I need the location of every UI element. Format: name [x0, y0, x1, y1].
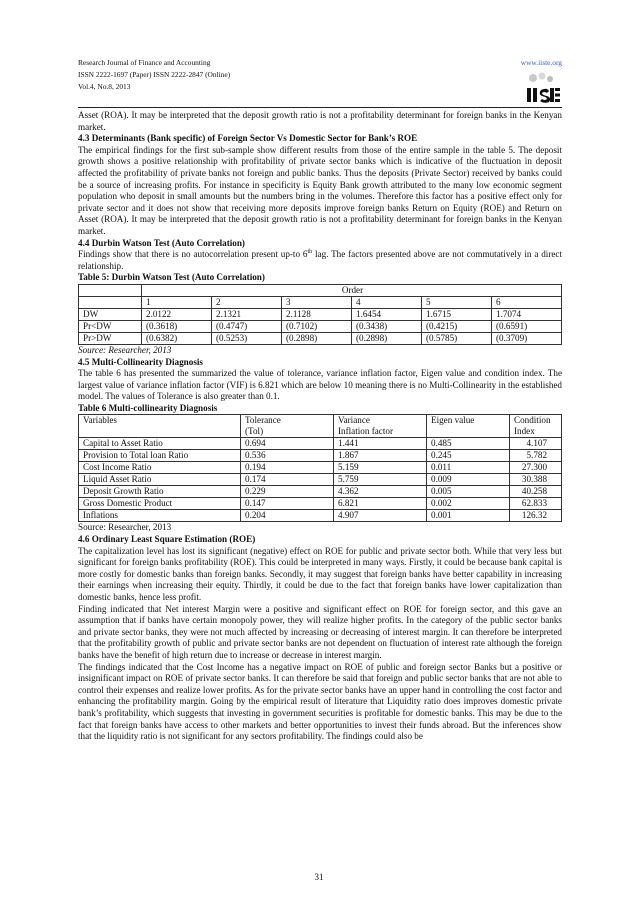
section-heading-4-4: 4.4 Durbin Watson Test (Auto Correlation) — [78, 237, 245, 248]
row-label: DW — [79, 308, 142, 320]
table-cell: 6.821 — [334, 498, 427, 510]
table-cell: 0.001 — [427, 510, 510, 522]
lag-header: 3 — [282, 296, 352, 308]
section-heading-4-6: 4.6 Ordinary Least Square Estimation (ROE) — [78, 534, 256, 545]
lag-header: 4 — [352, 296, 422, 308]
table-cell: 0.174 — [241, 474, 334, 486]
table-cell: 0.694 — [241, 438, 334, 450]
vif-header — [334, 415, 427, 438]
table-cell: (0.3709) — [492, 332, 562, 344]
table-row — [79, 438, 562, 450]
header-label: Condition — [514, 415, 551, 426]
table6-caption: Table 6 Multi-collinearity Diagnosis — [78, 402, 218, 413]
table-cell: 62.833 — [510, 498, 562, 510]
table-cell: 0.229 — [241, 486, 334, 498]
order-header: Order — [142, 284, 562, 296]
table-cell — [79, 284, 142, 296]
variable-name: Capital to Asset Ratio — [79, 438, 241, 450]
paragraph-net-interest-margin: Finding indicated that Net interest Margin were a positive and significant effect on ROE for foreign sector, and this gave an assumption that if banks have certain monopoly power, they will realize higher profits. In the category of the public sector banks and private sector banks, they were not much affected by increasing or decreasing of interest margin. It can therefore be interpreted that the profitability growth of public and private sector banks are not dependent on fluctuation of interest rate although the foreign banks have the benefit of high return due to increase or decrease in interest margin. — [78, 603, 562, 660]
table-cell: (0.5253) — [212, 332, 282, 344]
iiste-logo — [523, 71, 561, 105]
table-cell — [79, 296, 142, 308]
table-cell: 0.147 — [241, 498, 334, 510]
paragraph-capitalization: The capitalization level has lost its significant (negative) effect on ROE for public and private sector both. While that very less but significant for foreign banks profitability (ROE). This could be interpreted in many ways. Firstly, it could be because bank capital is more costly for domestic banks than foreign banks. Secondly, it may suggest that foreign banks have better capability in increasing their earnings when increasing their equity. Thirdly, it could be due to the fact that foreign banks have lower capitalization than domestic banks, hence less profit. — [78, 545, 562, 603]
table-cell: 4.107 — [510, 438, 562, 450]
lag-header: 6 — [492, 296, 562, 308]
table-cell: 40.258 — [510, 486, 562, 498]
header-label: Inflation factor — [338, 426, 393, 437]
table-row — [79, 498, 562, 510]
table-row — [79, 510, 562, 522]
table-cell: 5.782 — [510, 450, 562, 462]
multicollinearity-table — [78, 414, 562, 522]
variable-name: Liquid Asset Ratio — [79, 474, 241, 486]
lag-header: 1 — [142, 296, 212, 308]
table-cell: 0.005 — [427, 486, 510, 498]
table-cell: 1.7074 — [492, 308, 562, 320]
table-cell: 1.867 — [334, 450, 427, 462]
header-rule — [78, 107, 562, 108]
lag-header: 2 — [212, 296, 282, 308]
header-label: Tolerance — [245, 415, 281, 426]
article-body — [78, 110, 562, 743]
paragraph-autocorrelation — [78, 249, 562, 272]
table-cell: 126.32 — [510, 510, 562, 522]
page-number: 31 — [314, 872, 324, 882]
table-row — [79, 462, 562, 474]
table-row — [79, 320, 562, 332]
section-heading-4-3: 4.3 Determinants (Bank specific) of Foreign Sector Vs Domestic Sector for Bank’s ROE — [78, 133, 418, 144]
header-label: Index — [514, 426, 535, 437]
variable-name: Inflations — [79, 510, 241, 522]
table-cell: 0.204 — [241, 510, 334, 522]
row-label: Pr<DW — [79, 320, 142, 332]
table-row — [79, 284, 562, 296]
header-label: Variance — [338, 415, 370, 426]
durbin-watson-table — [78, 284, 562, 345]
running-header — [78, 57, 562, 93]
variable-name: Gross Domestic Product — [79, 498, 241, 510]
table-cell: (0.4747) — [212, 320, 282, 332]
variable-name: Provision to Total loan Ratio — [79, 450, 241, 462]
table-row — [79, 332, 562, 344]
table-row — [79, 296, 562, 308]
table6-source: Source: Researcher, 2013 — [78, 522, 172, 533]
section-heading-4-5: 4.5 Multi-Collinearity Diagnosis — [78, 356, 203, 367]
table-row — [79, 308, 562, 320]
table-cell: (0.4215) — [422, 320, 492, 332]
journal-name: Research Journal of Finance and Accounting — [78, 58, 211, 67]
table-cell: (0.5785) — [422, 332, 492, 344]
table-cell: 4.362 — [334, 486, 427, 498]
header-label: Eigen value — [431, 415, 475, 426]
table-cell: 0.485 — [427, 438, 510, 450]
paragraph-multicollinearity: The table 6 has presented the summarized the value of tolerance, variance inflation factor, Eigen value and condition index. The largest value of variance inflation factor (VIF) is 6.821 which are below 10 meaning there is no Multi-Collinearity in the established model. The values of Tolerance is also greater than 0.1. — [78, 368, 562, 402]
table-header-row — [79, 415, 562, 438]
table-cell: 30.388 — [510, 474, 562, 486]
table-cell: (0.6591) — [492, 320, 562, 332]
volume-line: Vol.4, No.8, 2013 — [78, 82, 131, 91]
tolerance-header — [241, 415, 334, 438]
table-cell: 0.245 — [427, 450, 510, 462]
table5-source: Source: Researcher, 2013 — [78, 344, 172, 355]
eigen-header — [427, 415, 510, 438]
table-cell: 5.159 — [334, 462, 427, 474]
table-cell: 1.6454 — [352, 308, 422, 320]
lag-header: 5 — [422, 296, 492, 308]
header-label: (Tol) — [245, 426, 264, 437]
journal-url-link[interactable]: www.iiste.org — [520, 58, 562, 67]
table-cell: 1.441 — [334, 438, 427, 450]
issn-line: ISSN 2222-1697 (Paper) ISSN 2222-2847 (Online) — [78, 70, 231, 79]
table-cell: 2.1321 — [212, 308, 282, 320]
table-cell: 2.0122 — [142, 308, 212, 320]
table-cell: 0.009 — [427, 474, 510, 486]
table-cell: 0.011 — [427, 462, 510, 474]
table-cell: 1.6715 — [422, 308, 492, 320]
table-cell: 0.002 — [427, 498, 510, 510]
variables-header — [79, 415, 241, 438]
table-cell: 0.536 — [241, 450, 334, 462]
paragraph-cost-income: The findings indicated that the Cost Income has a negative impact on ROE of public and foreign sector Banks but a positive or insignificant impact on ROE of private sector banks. It can therefore be said that foreign and public sector banks that are not able to control their expenses and realize lower profits. As for the private sector banks have an upper hand in controlling the cost factor and enhancing the profitability margin. Going by the empirical result of literature that Liquidity ratio does improves domestic private bank’s profitability, which suggests that investing in government securities is profitable for domestic banks. This may be due to the fact that foreign banks have access to other markets and better opportunities to invest their funds abroad. But the inferences show that the liquidity ratio is not significant for any sectors profitability. The findings could also be — [78, 661, 562, 742]
table-cell: 4.907 — [334, 510, 427, 522]
superscript-th: th — [307, 249, 313, 256]
variable-name: Cost Income Ratio — [79, 462, 241, 474]
table-cell: (0.2898) — [282, 332, 352, 344]
paragraph-determinants: The empirical findings for the first sub-sample show different results from those of the entire sample in the table 5. The deposit growth shows a positive relationship with profitability of private sector banks which is indicative of the fluctuation in deposit affected the profitability of private banks not foreign and public banks. Thus the deposits (Private Sector) received by banks could be a source of increasing profits. For instance in specificity is Equity Bank growth attributed to the many low economic segment population who deposit in small amounts but the numbers bring in the volumes. Therefore this factor has a positive effect only for private sector and it does not show that receiving more deposits improve foreign banks Return on Equity (ROE) and Return on Asset (ROA). It may be interpreted that the deposit growth ratio is not a profitability determinant for foreign banks in the Kenyan market. — [78, 144, 562, 236]
paragraph-roa-continued: Asset (ROA). It may be interpreted that the deposit growth ratio is not a profitability determinant for foreign banks in the Kenyan market. — [78, 110, 562, 132]
condition-index-header — [510, 415, 562, 438]
table-row — [79, 450, 562, 462]
table-cell: 5.759 — [334, 474, 427, 486]
table-cell: (0.3618) — [142, 320, 212, 332]
variable-name: Deposit Growth Ratio — [79, 486, 241, 498]
table-cell: (0.3438) — [352, 320, 422, 332]
table-cell: (0.2898) — [352, 332, 422, 344]
table-row — [79, 486, 562, 498]
autocorrelation-text-b: lag. The factors presented above are not commutatively in a direct relationship. — [78, 249, 563, 271]
table-cell: 27.300 — [510, 462, 562, 474]
table-cell: (0.6382) — [142, 332, 212, 344]
header-label: Variables — [83, 415, 117, 426]
table-cell: 2.1128 — [282, 308, 352, 320]
table-cell: 0.194 — [241, 462, 334, 474]
table5-caption: Table 5: Durbin Watson Test (Auto Correlation) — [78, 272, 265, 283]
autocorrelation-text-a: Findings show that there is no autocorrelation present up-to 6 — [78, 249, 308, 260]
row-label: Pr>DW — [79, 332, 142, 344]
table-cell: (0.7102) — [282, 320, 352, 332]
table-row — [79, 474, 562, 486]
